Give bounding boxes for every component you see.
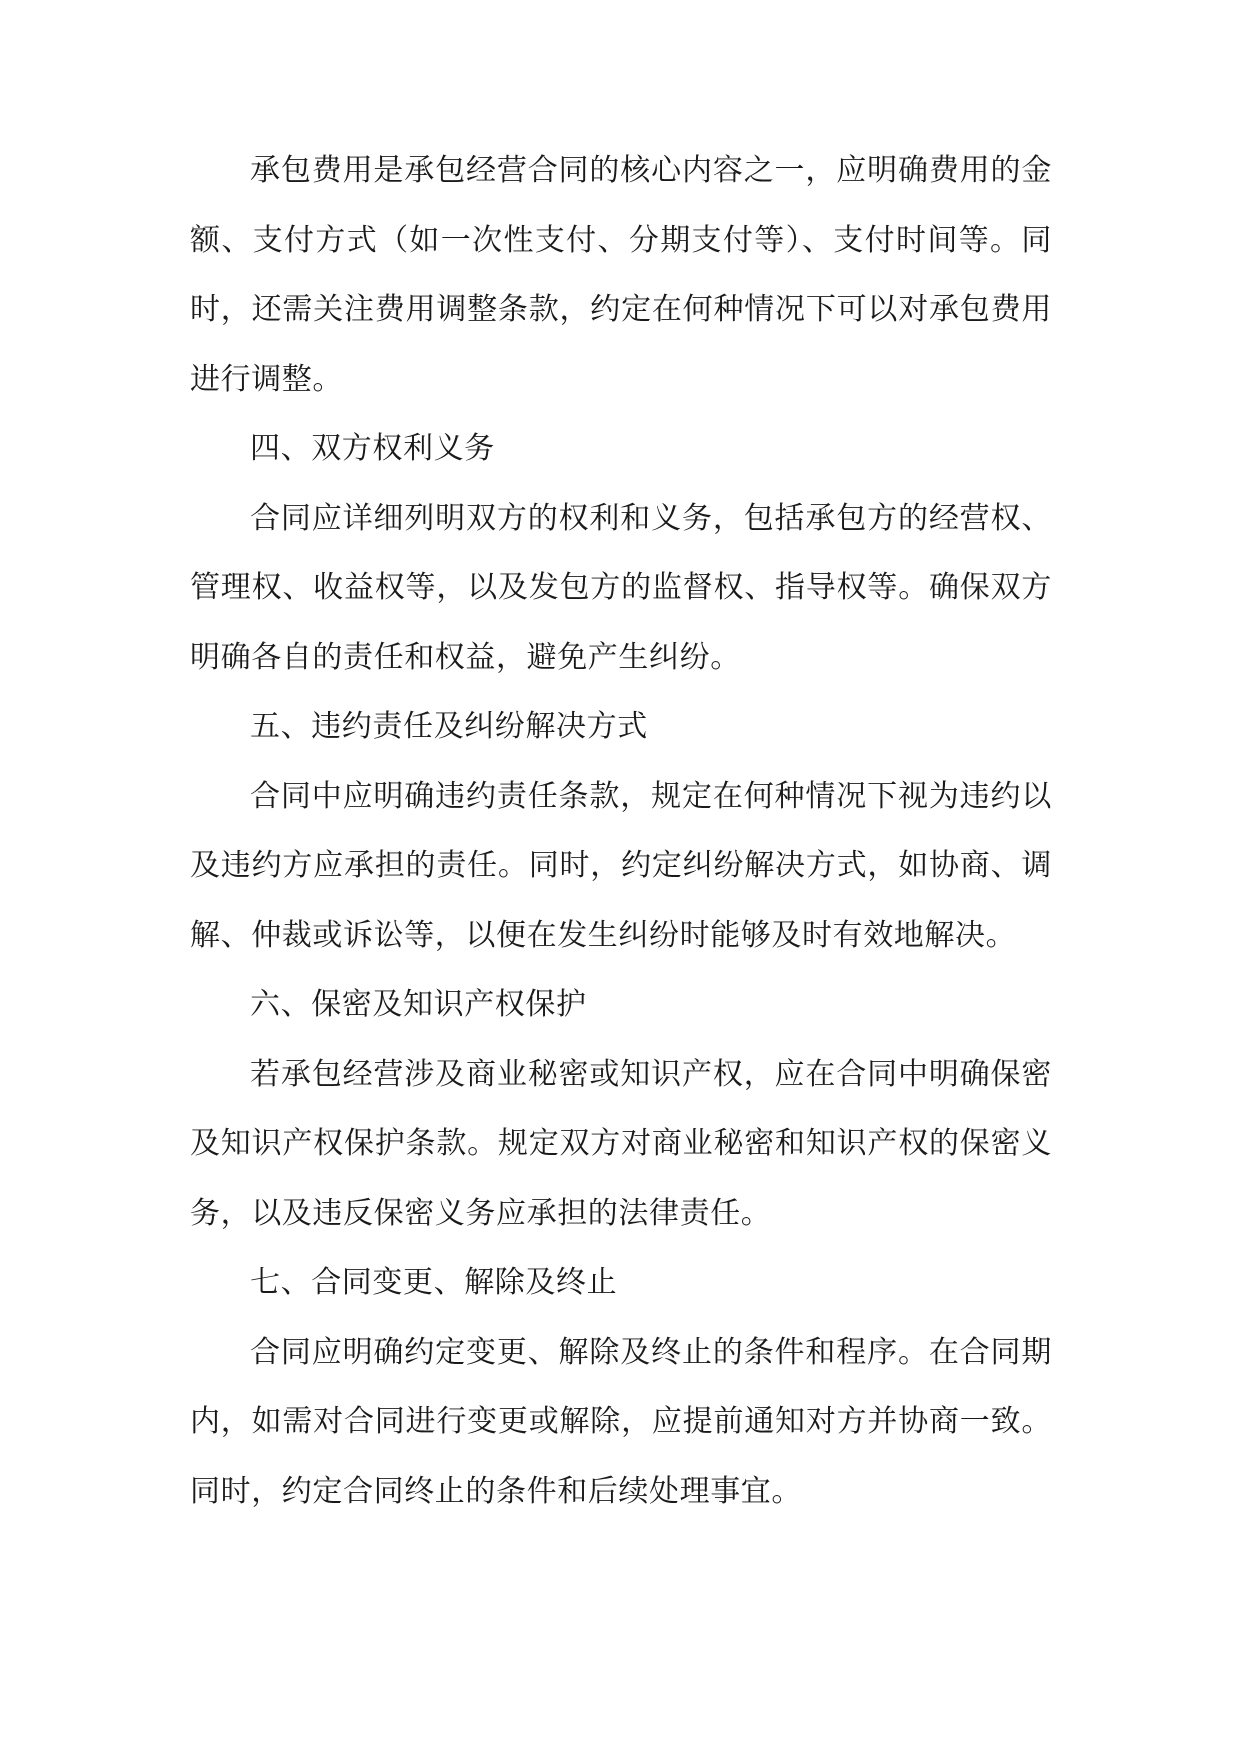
paragraph-breach-dispute: 合同中应明确违约责任条款，规定在何种情况下视为违约以及违约方应承担的责任。同时，约定纠纷解决方式，如协商、调解、仲裁或诉讼等，以便在发生纠纷时能够及时有效地解决。 [190, 778, 1052, 953]
section-heading-rights-obligations: 四、双方权利义务 [250, 431, 495, 466]
document-body [190, 136, 1052, 1526]
paragraph-contract-fee: 承包费用是承包经营合同的核心内容之一，应明确费用的金额、支付方式（如一次性支付、分期支付等）、支付时间等。同时，还需关注费用调整条款，约定在何种情况下可以对承包费用进行调整。 [190, 153, 1052, 397]
section-heading-confidentiality-ip: 六、保密及知识产权保护 [250, 987, 587, 1022]
section-heading-breach-dispute: 五、违约责任及纠纷解决方式 [250, 709, 648, 744]
section-heading-change-termination: 七、合同变更、解除及终止 [250, 1265, 618, 1300]
paragraph-confidentiality-ip: 若承包经营涉及商业秘密或知识产权，应在合同中明确保密及知识产权保护条款。规定双方对商业秘密和知识产权的保密义务，以及违反保密义务应承担的法律责任。 [190, 1056, 1052, 1231]
paragraph-rights-obligations: 合同应详细列明双方的权利和义务，包括承包方的经营权、管理权、收益权等，以及发包方的监督权、指导权等。确保双方明确各自的责任和权益，避免产生纠纷。 [190, 500, 1052, 675]
paragraph-change-termination: 合同应明确约定变更、解除及终止的条件和程序。在合同期内，如需对合同进行变更或解除，应提前通知对方并协商一致。同时，约定合同终止的条件和后续处理事宜。 [190, 1334, 1052, 1509]
